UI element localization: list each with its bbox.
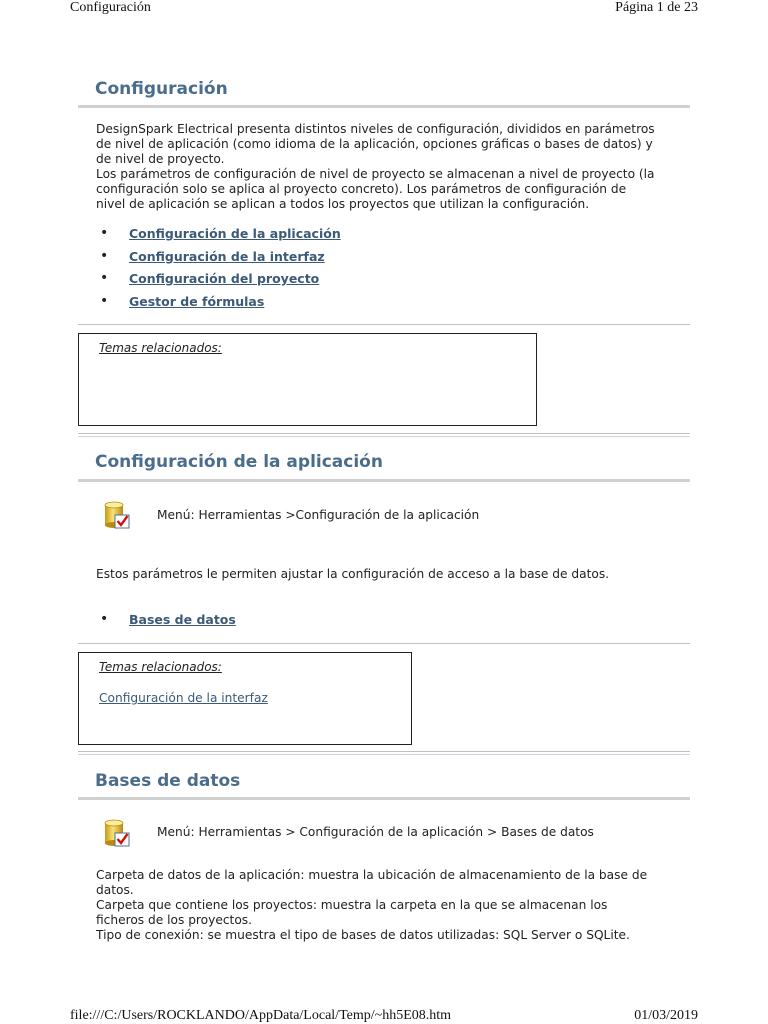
- divider: [78, 643, 690, 644]
- footer-file-path: file:///C:/Users/ROCKLANDO/AppData/Local/Temp/~hh5E08.htm: [70, 1008, 452, 1023]
- section-heading-bases-datos: Bases de datos: [95, 771, 241, 791]
- section-heading-configuracion: Configuración: [95, 79, 228, 99]
- paragraph-line: datos.: [96, 883, 134, 897]
- menu-path: Menú: Herramientas >Configuración de la aplicación: [157, 508, 480, 522]
- bullet: •: [100, 611, 109, 627]
- database-check-icon: [101, 817, 133, 849]
- menu-path: Menú: Herramientas > Configuración de la aplicación > Bases de datos: [157, 825, 594, 839]
- paragraph-line: de nivel de aplicación (como idioma de la aplicación, opciones gráficas o bases de datos) y: [96, 137, 653, 151]
- link-gestor-formulas[interactable]: Gestor de fórmulas: [129, 293, 265, 309]
- section-heading-configuracion-aplicacion: Configuración de la aplicación: [95, 452, 383, 472]
- related-topics-title: Temas relacionados:: [99, 341, 222, 355]
- link-configuracion-aplicacion[interactable]: Configuración de la aplicación: [129, 226, 341, 241]
- bullet: •: [100, 247, 109, 264]
- heading-rule: [78, 105, 690, 108]
- link-configuracion-proyecto[interactable]: Configuración del proyecto: [129, 271, 320, 286]
- divider: [78, 324, 690, 325]
- bullet: •: [100, 270, 109, 286]
- intro-paragraph: [96, 122, 696, 212]
- footer-date: 01/03/2019: [634, 1008, 698, 1023]
- paragraph-line: Carpeta que contiene los proyectos: muestra la carpeta en la que se almacenan los: [96, 898, 608, 912]
- heading-rule: [78, 797, 690, 800]
- paragraph-line: configuración solo se aplica al proyecto concreto). Los parámetros de configuración de: [96, 182, 627, 196]
- bullet: •: [100, 225, 109, 241]
- paragraph-line: DesignSpark Electrical presenta distintos niveles de configuración, divididos en parámetros: [96, 122, 655, 136]
- bullet: •: [100, 292, 109, 309]
- heading-rule: [78, 479, 690, 482]
- section3-paragraph: [96, 868, 696, 943]
- related-link-configuracion-interfaz[interactable]: Configuración de la interfaz: [99, 691, 268, 705]
- paragraph-line: Los parámetros de configuración de nivel de proyecto se almacenan a nivel de proyecto (la: [96, 167, 655, 181]
- paragraph-line: nivel de aplicación se aplican a todos los proyectos que utilizan la configuración.: [96, 197, 590, 211]
- paragraph-line: ficheros de los proyectos.: [96, 913, 253, 927]
- related-topics-box: [78, 652, 412, 745]
- paragraph-line: de nivel de proyecto.: [96, 152, 225, 166]
- header-page-number: Página 1 de 23: [615, 0, 698, 15]
- section2-paragraph: Estos parámetros le permiten ajustar la configuración de acceso a la base de datos.: [96, 567, 610, 581]
- link-bases-de-datos[interactable]: Bases de datos: [129, 612, 236, 627]
- section-divider: [78, 433, 690, 437]
- header-title: Configuración: [70, 0, 151, 15]
- section-divider: [78, 751, 690, 755]
- database-check-icon: [101, 499, 133, 531]
- paragraph-line: Tipo de conexión: se muestra el tipo de bases de datos utilizadas: SQL Server o SQLite.: [96, 928, 630, 942]
- related-topics-box: [78, 333, 537, 426]
- related-topics-title: Temas relacionados:: [99, 660, 222, 674]
- link-configuracion-interfaz[interactable]: Configuración de la interfaz: [129, 248, 325, 264]
- paragraph-line: Carpeta de datos de la aplicación: muestra la ubicación de almacenamiento de la base de: [96, 868, 648, 882]
